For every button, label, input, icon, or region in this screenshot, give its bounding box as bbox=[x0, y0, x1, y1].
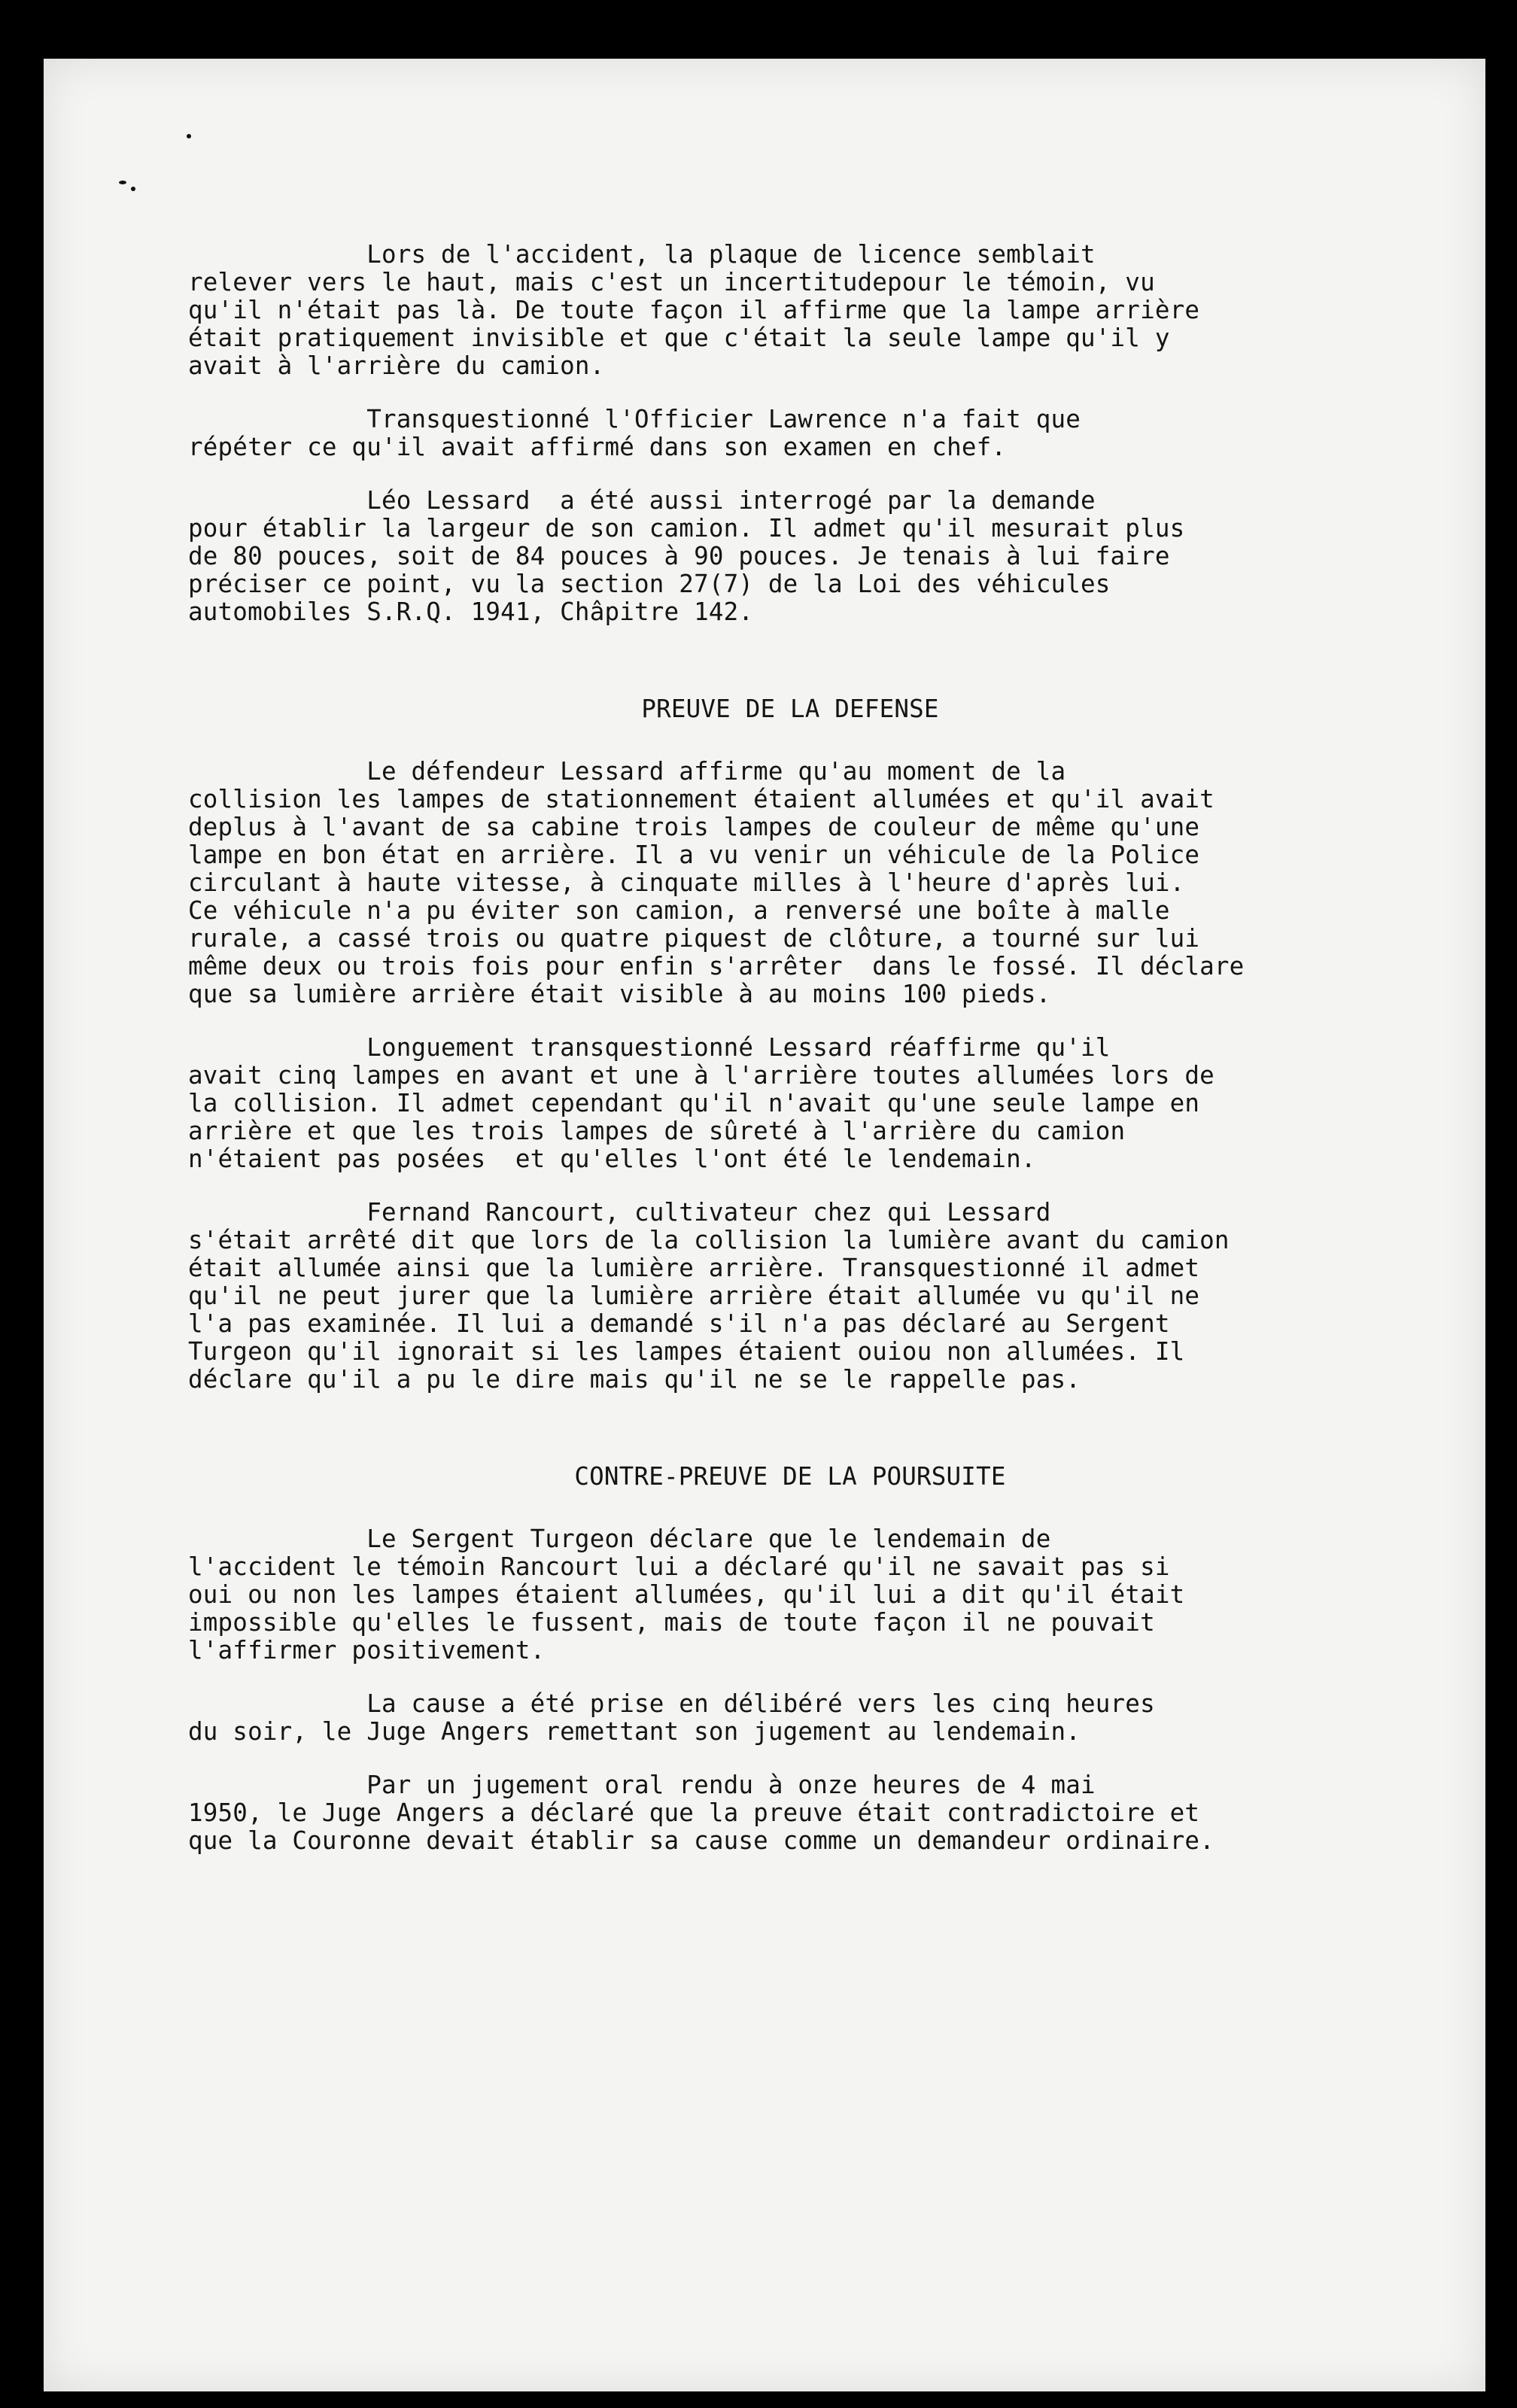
text-line: Turgeon qu'il ignorait si les lampes étaient ouiou non allumées. Il bbox=[188, 1337, 1185, 1366]
paragraph bbox=[188, 406, 1392, 461]
text-line: qu'il n'était pas là. De toute façon il affirme que la lampe arrière bbox=[188, 296, 1200, 324]
text-line: était pratiquement invisible et que c'était la seule lampe qu'il y bbox=[188, 324, 1170, 352]
text-line: déclare qu'il a pu le dire mais qu'il ne se le rappelle pas. bbox=[188, 1365, 1081, 1394]
text-line: répéter ce qu'il avait affirmé dans son examen en chef. bbox=[188, 433, 1007, 461]
text-line: impossible qu'elles le fussent, mais de toute façon il ne pouvait bbox=[188, 1608, 1155, 1637]
text-line: que sa lumière arrière était visible à au moins 100 pieds. bbox=[188, 980, 1051, 1008]
paragraph bbox=[188, 487, 1392, 626]
ink-speck bbox=[119, 181, 126, 184]
text-line: avait cinq lampes en avant et une à l'arrière toutes allumées lors de bbox=[188, 1061, 1215, 1090]
paragraph bbox=[188, 1034, 1392, 1173]
document-body bbox=[188, 241, 1392, 1880]
paragraph bbox=[188, 241, 1392, 380]
paragraph bbox=[188, 1199, 1392, 1394]
text-line: Par un jugement oral rendu à onze heures de 4 mai bbox=[188, 1771, 1096, 1799]
section-prosecution-evidence bbox=[188, 241, 1392, 626]
text-line: avait à l'arrière du camion. bbox=[188, 351, 605, 380]
section-rebuttal-evidence bbox=[188, 1525, 1392, 1855]
section-defense-evidence bbox=[188, 758, 1392, 1394]
text-line: relever vers le haut, mais c'est un incertitudepour le témoin, vu bbox=[188, 268, 1155, 296]
text-line: Lors de l'accident, la plaque de licence semblait bbox=[188, 240, 1096, 269]
ink-speck bbox=[131, 187, 135, 191]
paragraph bbox=[188, 1690, 1392, 1746]
text-line: l'a pas examinée. Il lui a demandé s'il n'a pas déclaré au Sergent bbox=[188, 1309, 1170, 1338]
paragraph bbox=[188, 1771, 1392, 1855]
heading-preuve-defense: PREUVE DE LA DEFENSE bbox=[641, 695, 939, 723]
text-line: Fernand Rancourt, cultivateur chez qui Lessard bbox=[188, 1198, 1051, 1227]
text-line: de 80 pouces, soit de 84 pouces à 90 pouces. Je tenais à lui faire bbox=[188, 542, 1170, 570]
text-line: automobiles S.R.Q. 1941, Châpitre 142. bbox=[188, 597, 754, 626]
text-line: s'était arrêté dit que lors de la collision la lumière avant du camion bbox=[188, 1226, 1230, 1254]
ink-speck bbox=[187, 134, 191, 138]
text-line: rurale, a cassé trois ou quatre piquest de clôture, a tourné sur lui bbox=[188, 924, 1200, 953]
paragraph bbox=[188, 758, 1392, 1008]
text-line: qu'il ne peut jurer que la lumière arrière était allumée vu qu'il ne bbox=[188, 1282, 1200, 1310]
text-line: préciser ce point, vu la section 27(7) de la Loi des véhicules bbox=[188, 570, 1111, 598]
text-line: lampe en bon état en arrière. Il a vu venir un véhicule de la Police bbox=[188, 841, 1200, 869]
text-line: collision les lampes de stationnement étaient allumées et qu'il avait bbox=[188, 785, 1215, 813]
text-line: pour établir la largeur de son camion. Il admet qu'il mesurait plus bbox=[188, 514, 1185, 543]
text-line: Le Sergent Turgeon déclare que le lendemain de bbox=[188, 1525, 1051, 1553]
text-line: du soir, le Juge Angers remettant son jugement au lendemain. bbox=[188, 1717, 1081, 1746]
text-line: n'étaient pas posées et qu'elles l'ont été le lendemain. bbox=[188, 1145, 1036, 1173]
text-line: oui ou non les lampes étaient allumées, qu'il lui a dit qu'il était bbox=[188, 1580, 1185, 1609]
text-line: Ce véhicule n'a pu éviter son camion, a renversé une boîte à malle bbox=[188, 896, 1170, 925]
paragraph bbox=[188, 1525, 1392, 1665]
text-line: était allumée ainsi que la lumière arrière. Transquestionné il admet bbox=[188, 1254, 1200, 1282]
text-line: arrière et que les trois lampes de sûreté à l'arrière du camion bbox=[188, 1117, 1126, 1145]
text-line: que la Couronne devait établir sa cause comme un demandeur ordinaire. bbox=[188, 1826, 1215, 1855]
text-line: Léo Lessard a été aussi interrogé par la demande bbox=[188, 486, 1096, 515]
text-line: deplus à l'avant de sa cabine trois lampes de couleur de même qu'une bbox=[188, 813, 1200, 841]
text-line: Le défendeur Lessard affirme qu'au moment de la bbox=[188, 757, 1066, 786]
text-line: la collision. Il admet cependant qu'il n'avait qu'une seule lampe en bbox=[188, 1089, 1200, 1117]
heading-contre-preuve: CONTRE-PREUVE DE LA POURSUITE bbox=[574, 1462, 1006, 1491]
text-line: La cause a été prise en délibéré vers les cinq heures bbox=[188, 1689, 1155, 1718]
text-line: l'accident le témoin Rancourt lui a déclaré qu'il ne savait pas si bbox=[188, 1552, 1170, 1581]
text-line: l'affirmer positivement. bbox=[188, 1636, 546, 1665]
text-line: Longuement transquestionné Lessard réaffirme qu'il bbox=[188, 1033, 1111, 1062]
text-line: Transquestionné l'Officier Lawrence n'a fait que bbox=[188, 405, 1081, 433]
text-line: 1950, le Juge Angers a déclaré que la preuve était contradictoire et bbox=[188, 1798, 1200, 1827]
text-line: circulant à haute vitesse, à cinquate milles à l'heure d'après lui. bbox=[188, 868, 1185, 897]
text-line: même deux ou trois fois pour enfin s'arrêter dans le fossé. Il déclare bbox=[188, 952, 1245, 981]
